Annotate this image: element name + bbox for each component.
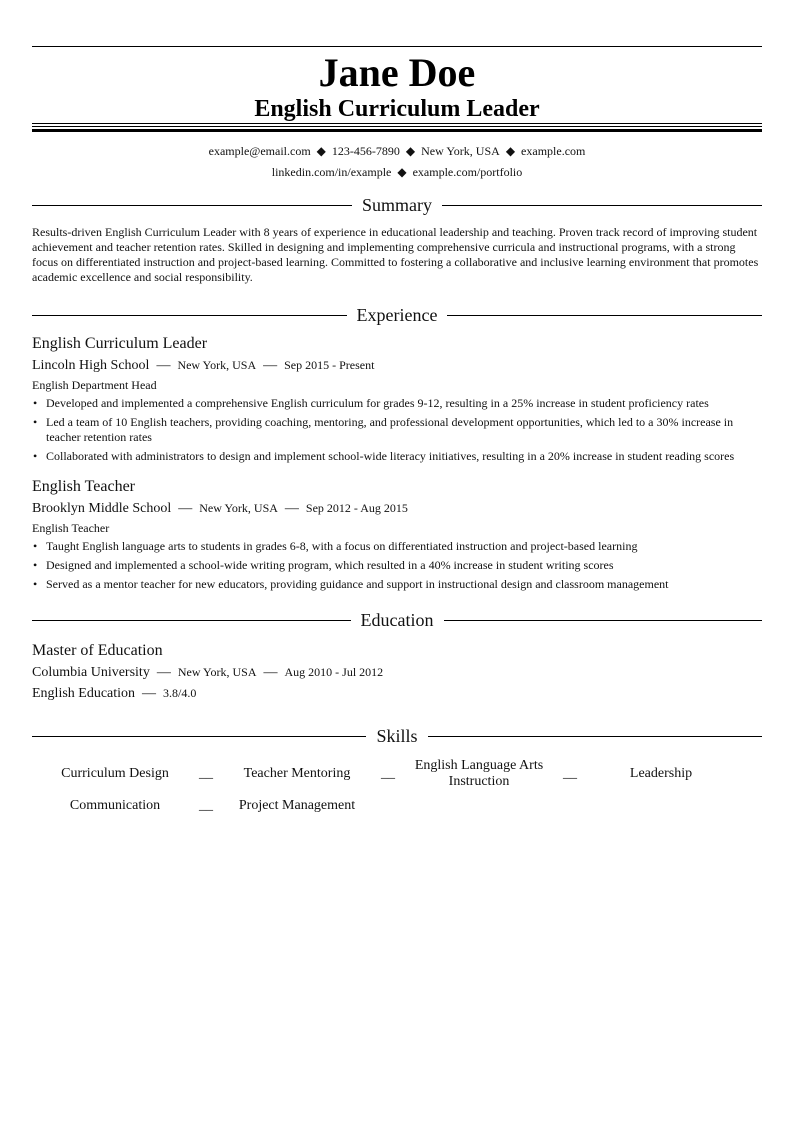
top-rule	[32, 46, 762, 47]
section-title: Summary	[362, 195, 432, 215]
job-location: New York, USA	[177, 358, 257, 372]
employer: Lincoln High School	[32, 358, 150, 373]
school: Columbia University	[32, 665, 150, 680]
bullet-icon: •	[33, 449, 38, 463]
bullet-text: Led a team of 10 English teachers, providing coaching, mentoring, and professional development opportunities, which led to a 30% increase in teacher retention rates	[46, 415, 734, 444]
list-item	[32, 449, 762, 464]
job-bullets	[32, 539, 762, 592]
list-item	[32, 415, 762, 445]
bullet-text: Developed and implemented a comprehensive English curriculum for grades 9-12, resulting in a 25% increase in student proficiency rates	[46, 396, 709, 410]
diamond-icon: ◆	[405, 144, 416, 158]
dash: —	[156, 358, 171, 373]
diamond-icon: ◆	[316, 144, 326, 158]
dash: —	[142, 686, 157, 701]
skill-separator: __	[563, 766, 577, 781]
contact-line-1	[32, 141, 762, 162]
skill-separator: __	[381, 766, 395, 781]
education-dates: Aug 2010 - Jul 2012	[284, 665, 384, 679]
experience-item	[32, 333, 762, 464]
job-bullets	[32, 396, 762, 464]
skill-item: Leadership	[629, 766, 693, 781]
bullet-icon: •	[33, 539, 38, 553]
education-field-row	[32, 683, 762, 704]
job-dates: Sep 2012 - Aug 2015	[305, 501, 408, 515]
skill-item: Curriculum Design	[61, 766, 169, 781]
skill-item: Teacher Mentoring	[243, 766, 351, 781]
skill-item: Project Management	[238, 798, 356, 813]
contact-line-2	[32, 162, 762, 183]
diamond-icon: ◆	[505, 144, 516, 158]
section-heading-experience	[32, 303, 762, 327]
job-title: English Teacher	[32, 478, 135, 495]
skills-row	[32, 758, 762, 790]
field-of-study: English Education	[32, 686, 136, 701]
skills-grid	[32, 758, 762, 822]
skill-item: Communication	[69, 798, 161, 813]
summary-text: Results-driven English Curriculum Leader with 8 years of experience in educational leadership and teaching. Proven track record of improving student achievement and teacher retention rates. Skilled in designing and implementing comprehensive curricula and instructional programs, with a strong focus on differentiated instruction and project-based learning. Committed to fostering a collaborative and inclusive learning environment that promotes academic excellence and social responsibility.	[32, 225, 759, 284]
job-meta	[32, 355, 762, 376]
bullet-text: Collaborated with administrators to design and implement school-wide literacy initiatives, resulting in a 20% increase in student reading scores	[46, 449, 735, 463]
education-meta	[32, 662, 762, 683]
list-item	[32, 539, 762, 554]
section-title: Education	[360, 610, 434, 630]
gpa: 3.8/4.0	[163, 686, 197, 700]
bullet-text: Taught English language arts to students in grades 6-8, with a focus on differentiated instruction and project-based learning	[46, 539, 638, 553]
education-item	[32, 640, 762, 704]
dash: —	[284, 501, 299, 516]
phone-link[interactable]: 123-456-7890	[331, 144, 400, 158]
skill-separator: __	[199, 766, 213, 781]
section-title: Experience	[356, 305, 438, 325]
job-dates: Sep 2015 - Present	[284, 358, 375, 372]
section-heading-summary	[32, 193, 762, 217]
section-heading-education	[32, 608, 762, 632]
location-text: New York, USA	[421, 144, 500, 158]
skill-item: English Language Arts Instruction	[414, 758, 544, 789]
degree: Master of Education	[32, 642, 163, 659]
bullet-icon: •	[33, 577, 38, 591]
bullet-icon: •	[33, 396, 38, 410]
dash: —	[156, 665, 171, 680]
candidate-name: Jane Doe	[318, 50, 476, 95]
section-heading-skills	[32, 724, 762, 748]
header-rule	[32, 123, 762, 132]
list-item	[32, 396, 762, 411]
experience-item	[32, 476, 762, 592]
diamond-icon: ◆	[397, 165, 407, 179]
bullet-text: Designed and implemented a school-wide writing program, which resulted in a 40% increase in student writing scores	[46, 558, 614, 572]
list-item	[32, 577, 762, 592]
contact-info	[32, 141, 762, 183]
job-role: English Teacher	[32, 521, 110, 535]
education-location: New York, USA	[177, 665, 257, 679]
skills-row	[32, 790, 762, 822]
job-title: English Curriculum Leader	[32, 335, 208, 352]
dash: —	[263, 665, 278, 680]
list-item	[32, 558, 762, 573]
job-meta	[32, 498, 762, 519]
bullet-icon: •	[33, 415, 38, 429]
dash: —	[178, 501, 193, 516]
employer: Brooklyn Middle School	[32, 501, 172, 516]
dash: —	[263, 358, 278, 373]
linkedin-link[interactable]: linkedin.com/in/example	[271, 165, 392, 179]
email-link[interactable]: example@email.com	[208, 144, 311, 158]
section-title: Skills	[376, 726, 418, 746]
job-location: New York, USA	[199, 501, 278, 515]
bullet-text: Served as a mentor teacher for new educators, providing guidance and support in instructional design and classroom management	[46, 577, 669, 591]
portfolio-link[interactable]: example.com/portfolio	[412, 165, 523, 179]
job-role: English Department Head	[32, 378, 157, 392]
bullet-icon: •	[33, 558, 38, 572]
candidate-title: English Curriculum Leader	[254, 96, 540, 122]
skill-separator: __	[199, 798, 213, 813]
website-link[interactable]: example.com	[521, 144, 586, 158]
resume-page	[32, 0, 762, 822]
